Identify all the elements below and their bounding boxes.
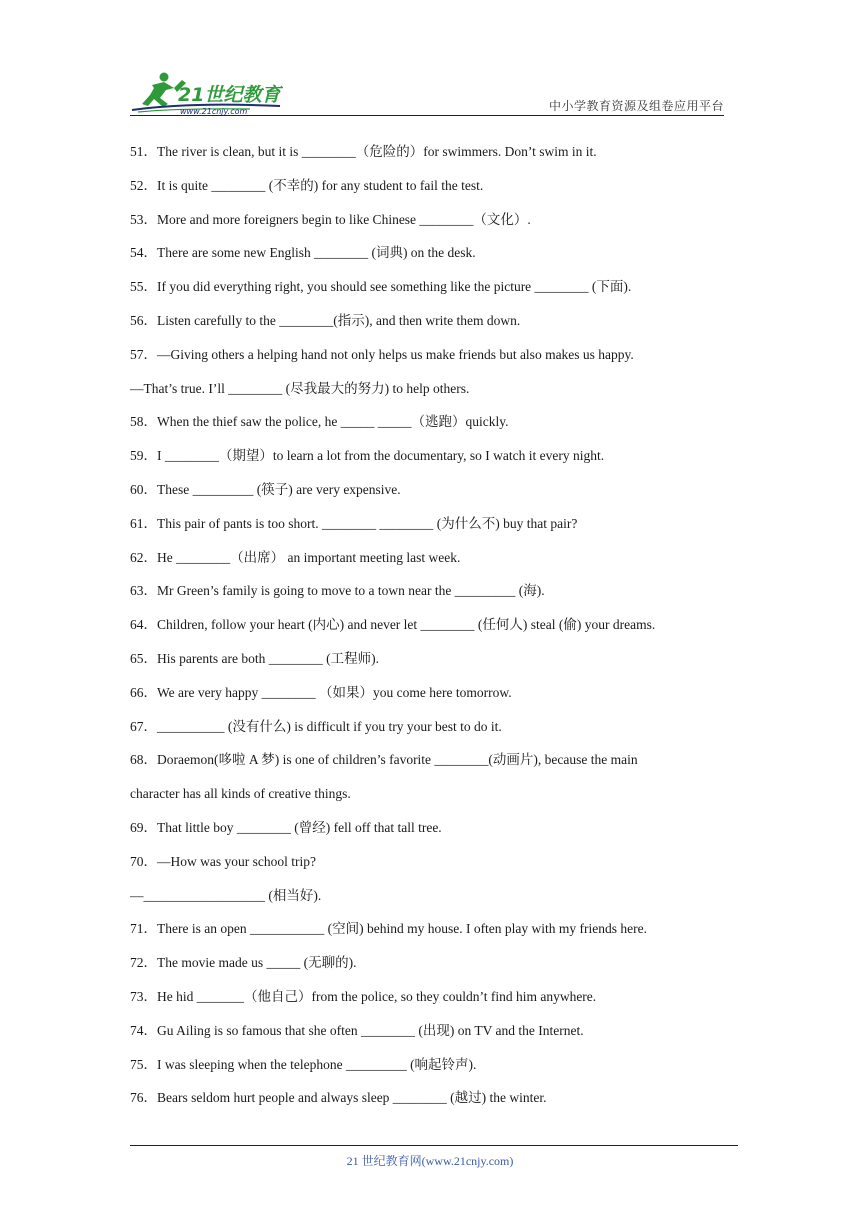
- question-text: I was sleeping when the telephone _________ (响起铃声).: [157, 1056, 477, 1072]
- question-item: [130, 953, 730, 973]
- question-number: 67．: [130, 718, 157, 734]
- question-text: He ________（出席） an important meeting last week.: [157, 549, 461, 565]
- question-text: __________ (没有什么) is difficult if you try your best to do it.: [157, 718, 502, 734]
- question-item: [130, 717, 730, 737]
- question-text: More and more foreigners begin to like Chinese ________（文化）.: [157, 211, 531, 227]
- question-text: The river is clean, but it is ________（危险的）for swimmers. Don’t swim in it.: [157, 144, 597, 159]
- question-text: I ________（期望）to learn a lot from the documentary, so I watch it every night.: [157, 448, 605, 464]
- question-text: It is quite ________ (不幸的) for any student to fail the test.: [157, 177, 484, 193]
- question-text: His parents are both ________ (工程师).: [157, 650, 379, 666]
- platform-name: 中小学教育资源及组卷应用平台: [548, 99, 724, 113]
- question-item: [130, 818, 730, 838]
- question-number: 76．: [130, 1090, 157, 1106]
- question-number: 64．: [130, 617, 157, 633]
- question-number: 59．: [130, 448, 157, 464]
- question-number: 71．: [130, 921, 157, 937]
- question-continuation: —That’s true. I’ll ________ (尽我最大的努力) to help others.: [130, 380, 470, 396]
- question-text: Gu Ailing is so famous that she often ________ (出现) on TV and the Internet.: [157, 1022, 584, 1038]
- question-item: [130, 683, 730, 703]
- question-item: [130, 311, 730, 331]
- question-item: [130, 243, 730, 263]
- question-number: 72．: [130, 955, 157, 971]
- question-item: [130, 142, 730, 162]
- question-item: [130, 176, 730, 196]
- question-text: There are some new English ________ (词典) on the desk.: [157, 245, 476, 261]
- question-number: 57．: [130, 346, 157, 362]
- page-header: [130, 68, 724, 116]
- question-text: —How was your school trip?: [157, 853, 316, 869]
- question-continuation: —__________________ (相当好).: [130, 887, 322, 903]
- question-number: 54．: [130, 245, 157, 261]
- question-item: [130, 1021, 730, 1041]
- question-item: [130, 919, 730, 939]
- question-text: If you did everything right, you should see something like the picture ________ (下面).: [157, 279, 632, 295]
- question-text: When the thief saw the police, he _____ _____（逃跑）quickly.: [157, 414, 509, 430]
- question-number: 52．: [130, 177, 157, 193]
- question-number: 75．: [130, 1056, 157, 1072]
- question-text: He hid _______（他自己）from the police, so they couldn’t find him anywhere.: [157, 988, 597, 1004]
- runner-logo-icon: [130, 68, 300, 116]
- question-number: 51．: [130, 144, 157, 159]
- question-number: 74．: [130, 1022, 157, 1038]
- question-item: [130, 210, 730, 230]
- question-number: 65．: [130, 650, 157, 666]
- question-number: 70．: [130, 853, 157, 869]
- question-text: There is an open ___________ (空间) behind my house. I often play with my friends here.: [157, 921, 648, 937]
- question-item: [130, 277, 730, 297]
- question-item: [130, 548, 730, 568]
- question-text: These _________ (筷子) are very expensive.: [157, 481, 401, 497]
- question-number: 69．: [130, 819, 157, 835]
- question-item: [130, 1088, 730, 1108]
- question-number: 66．: [130, 684, 157, 700]
- question-text: This pair of pants is too short. ________ ________ (为什么不) buy that pair?: [157, 515, 578, 531]
- question-number: 55．: [130, 279, 157, 295]
- footer-divider: [130, 1145, 738, 1146]
- question-item: [130, 581, 730, 601]
- question-item: [130, 852, 730, 906]
- question-number: 53．: [130, 211, 157, 227]
- question-item: [130, 615, 730, 635]
- question-number: 58．: [130, 414, 157, 430]
- question-item: [130, 514, 730, 534]
- question-number: 68．: [130, 752, 157, 768]
- svg-text:www.21cnjy.com: www.21cnjy.com: [180, 107, 248, 116]
- question-number: 63．: [130, 583, 157, 599]
- header-divider: [130, 115, 724, 116]
- question-text: —Giving others a helping hand not only helps us make friends but also makes us happy.: [157, 346, 634, 362]
- footer-source: 21 世纪教育网(www.21cnjy.com): [346, 1154, 514, 1168]
- question-text: Bears seldom hurt people and always sleep ________ (越过) the winter.: [157, 1090, 547, 1106]
- question-item: [130, 649, 730, 669]
- question-text: We are very happy ________ （如果）you come here tomorrow.: [157, 684, 512, 700]
- question-text: Doraemon(哆啦 A 梦) is one of children’s favorite ________(动画片), because the main: [157, 752, 638, 768]
- question-item: [130, 412, 730, 432]
- question-text: Listen carefully to the ________(指示), and then write them down.: [157, 312, 521, 328]
- question-item: [130, 480, 730, 500]
- question-item: [130, 345, 730, 399]
- question-text: Children, follow your heart (内心) and never let ________ (任何人) steal (偷) your dreams.: [157, 617, 656, 633]
- question-item: [130, 1055, 730, 1075]
- question-number: 60．: [130, 481, 157, 497]
- question-continuation: character has all kinds of creative things.: [130, 786, 351, 802]
- question-number: 56．: [130, 312, 157, 328]
- question-text: The movie made us _____ (无聊的).: [157, 955, 357, 971]
- question-list: [130, 142, 730, 1122]
- site-logo: [130, 68, 300, 116]
- svg-text:21世纪教育: 21世纪教育: [178, 84, 281, 106]
- question-number: 61．: [130, 515, 157, 531]
- question-text: That little boy ________ (曾经) fell off that tall tree.: [157, 819, 442, 835]
- question-item: [130, 987, 730, 1007]
- question-number: 62．: [130, 549, 157, 565]
- question-text: Mr Green’s family is going to move to a town near the _________ (海).: [157, 583, 545, 599]
- question-number: 73．: [130, 988, 157, 1004]
- question-item: [130, 446, 730, 466]
- question-item: [130, 750, 730, 804]
